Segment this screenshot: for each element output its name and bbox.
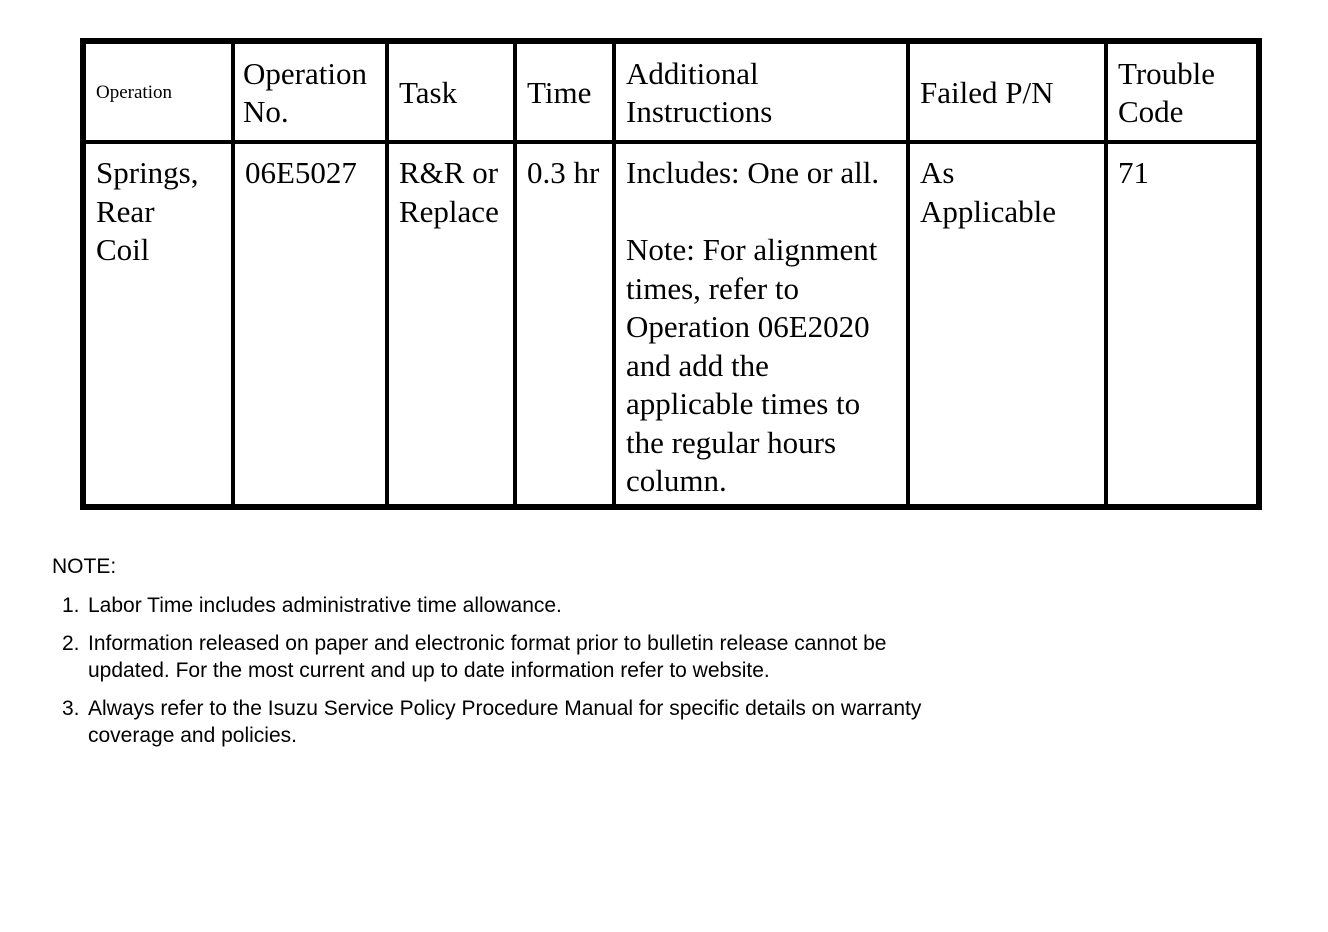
- table-header-row: [83, 41, 1259, 142]
- header-additional-instructions: Additional Instructions: [614, 41, 908, 142]
- cell-failed-pn: As Applicable: [908, 142, 1106, 507]
- note-item: [62, 630, 968, 684]
- notes-list: [52, 592, 968, 749]
- note-text: Information released on paper and electronic format prior to bulletin release cannot be updated. For the most current and up to date information refer to website.: [88, 632, 887, 682]
- header-trouble-code: Trouble Code: [1106, 41, 1259, 142]
- labor-operation-table: [80, 38, 1262, 510]
- instructions-note: Note: For alignment times, refer to Operation 06E2020 and add the applicable times to the regular hours column.: [626, 232, 878, 498]
- note-item: [62, 695, 968, 749]
- note-number: 2.: [62, 632, 80, 655]
- cell-operation: Springs, Rear Coil: [83, 142, 233, 507]
- header-task: Task: [387, 41, 515, 142]
- note-number: 1.: [62, 594, 80, 617]
- header-operation-no: Operation No.: [233, 41, 387, 142]
- cell-task: R&R or Replace: [387, 142, 515, 507]
- table-row: [83, 142, 1259, 507]
- cell-time: 0.3 hr: [515, 142, 614, 507]
- note-item: [62, 592, 968, 619]
- cell-additional-instructions: [614, 142, 908, 507]
- instructions-includes: Includes: One or all.: [626, 155, 880, 190]
- header-failed-pn: Failed P/N: [908, 41, 1106, 142]
- notes-section: [52, 553, 968, 760]
- header-time: Time: [515, 41, 614, 142]
- cell-trouble-code: 71: [1106, 142, 1259, 507]
- cell-operation-no: 06E5027: [233, 142, 387, 507]
- note-text: Always refer to the Isuzu Service Policy Procedure Manual for specific details on warranty coverage and policies.: [88, 697, 922, 747]
- header-operation: Operation: [83, 41, 233, 142]
- note-number: 3.: [62, 697, 80, 720]
- notes-title: NOTE:: [52, 555, 117, 578]
- note-text: Labor Time includes administrative time allowance.: [88, 594, 562, 617]
- instructions-spacer: [626, 193, 898, 232]
